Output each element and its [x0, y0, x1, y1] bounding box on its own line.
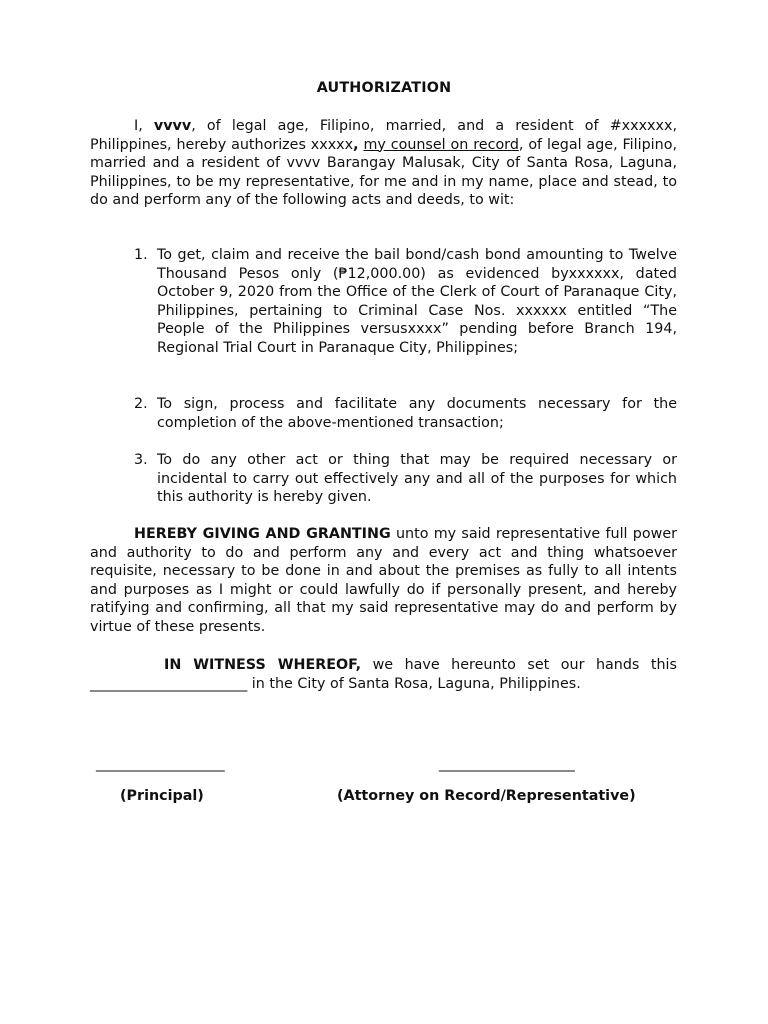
- principal-name: vvvv: [153, 118, 192, 134]
- list-item-number: 1.: [134, 247, 148, 263]
- intro-comma: ,: [353, 136, 359, 153]
- intro-text-1: I,: [134, 118, 154, 134]
- counsel-on-record: my counsel on record: [363, 136, 519, 153]
- list-item-text: To get, claim and receive the bail bond/cash bond amounting to Twelve Thousand Pesos only (₱12,000.00) as evidenced byxxxxxx, dated October 9, 2020 from the Office of the Clerk of Court of Paranaque City, Philippines, pertaining to Criminal Case Nos. xxxxxx entitled “The People of the Philippines versusxxxx” pending before Branch 194, Regional Trial Court in Paranaque City, Philippines;: [157, 247, 677, 356]
- list-item: [134, 395, 677, 432]
- list-item-number: 3.: [134, 452, 148, 468]
- granting-text: unto my said representative full power and authority to do and perform any and every act and thing whatsoever requisite, necessary to be done in and about the premises as fully to all intents and purposes as I might or could lawfully do if personally present, and hereby ratifying and confirming, all that my said representative may do and perform by virtue of these presents.: [90, 526, 677, 635]
- list-item-text: To do any other act or thing that may be required necessary or incidental to carry out effectively any and all of the purposes for which this authority is hereby given.: [157, 452, 677, 505]
- intro-paragraph: [90, 117, 677, 210]
- list-item: [134, 451, 677, 507]
- document-title: AUTHORIZATION: [316, 80, 452, 96]
- list-item-text: To sign, process and facilitate any documents necessary for the completion of the above-mentioned transaction;: [157, 396, 677, 431]
- witness-paragraph: [90, 656, 677, 693]
- granting-paragraph: [90, 525, 677, 636]
- principal-signature-line: __________________: [96, 756, 225, 772]
- list-item: [134, 246, 677, 357]
- date-blank-line: ______________________: [90, 675, 248, 692]
- intro-text-3: , of legal age, Filipino, married and a resident of vvvv Barangay Malusak, City of Santa Rosa, Laguna, Philippines, to be my representative, for me and in my name, place and stead, to do and perform any of the following acts and deeds, to wit:: [90, 136, 677, 208]
- list-item-number: 2.: [134, 396, 148, 412]
- witness-text-2: in the City of Santa Rosa, Laguna, Philippines.: [247, 675, 581, 692]
- granting-heading: HEREBY GIVING AND GRANTING: [134, 526, 391, 542]
- witness-heading: IN WITNESS WHEREOF,: [164, 657, 362, 673]
- principal-label: (Principal): [120, 788, 204, 804]
- attorney-signature-line: ___________________: [439, 756, 575, 772]
- intro-text-2: , of legal age, Filipino, married, and a resident of #xxxxxx, Philippines, hereby authorizes xxxxx: [90, 118, 677, 153]
- witness-text-1: we have hereunto set our hands this: [361, 657, 677, 673]
- attorney-label: (Attorney on Record/Representative): [337, 788, 636, 804]
